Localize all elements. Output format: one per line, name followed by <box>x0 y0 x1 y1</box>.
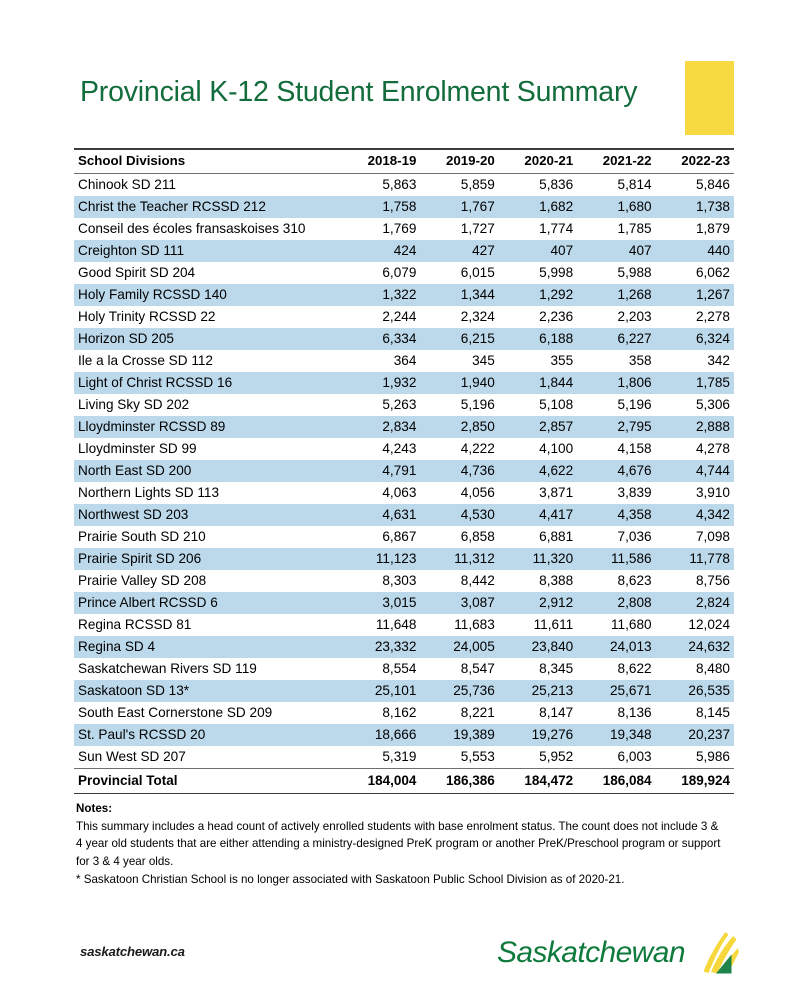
column-header-school-divisions: School Divisions <box>74 149 342 174</box>
cell-division-name: South East Cornerstone SD 209 <box>78 705 273 720</box>
cell-enrolment-value: 2,278 <box>695 309 730 324</box>
cell-enrolment-value: 4,342 <box>656 504 734 526</box>
cell-division-name: Northern Lights SD 113 <box>78 485 220 500</box>
cell-enrolment-value: 11,611 <box>533 617 574 632</box>
cell-enrolment-value: 407 <box>499 240 577 262</box>
cell-division-name: North East SD 200 <box>74 460 342 482</box>
cell-enrolment-value: 25,213 <box>499 680 577 702</box>
cell-enrolment-value: 1,322 <box>342 284 420 306</box>
table-row <box>74 240 734 262</box>
table-row <box>74 438 734 460</box>
cell-enrolment-value: 6,062 <box>695 265 730 280</box>
cell-enrolment-value: 8,480 <box>695 661 730 676</box>
cell-enrolment-value: 6,334 <box>342 328 420 350</box>
cell-enrolment-value: 3,910 <box>695 485 730 500</box>
cell-enrolment-value: 5,814 <box>617 177 652 192</box>
cell-division-name: Light of Christ RCSSD 16 <box>74 372 342 394</box>
cell-enrolment-value: 424 <box>342 240 420 262</box>
cell-enrolment-value: 1,344 <box>420 284 498 306</box>
cell-enrolment-value: 11,123 <box>342 548 420 570</box>
table-row <box>74 526 734 548</box>
table-row <box>74 504 734 526</box>
cell-enrolment-value: 6,188 <box>499 328 577 350</box>
cell-enrolment-value: 4,358 <box>577 504 655 526</box>
cell-enrolment-value: 24,013 <box>577 636 655 658</box>
cell-enrolment-value: 1,844 <box>499 372 577 394</box>
table-row <box>74 680 734 702</box>
yellow-accent-block <box>685 61 734 135</box>
notes-heading: Notes: <box>76 802 113 815</box>
cell-division-name: Saskatoon SD 13* <box>74 680 342 702</box>
enrolment-table-container <box>74 148 734 794</box>
cell-division-name: Holy Trinity RCSSD 22 <box>78 309 216 324</box>
document-footer <box>0 920 808 981</box>
cell-enrolment-value: 5,998 <box>539 265 574 280</box>
cell-enrolment-value: 6,881 <box>539 529 574 544</box>
cell-enrolment-value: 2,244 <box>382 309 417 324</box>
cell-enrolment-value: 427 <box>420 240 498 262</box>
notes-paragraph-2: * Saskatoon Christian School is no longer associated with Saskatoon Public School Division as of 2020-21. <box>76 873 625 887</box>
table-row <box>74 592 734 614</box>
cell-enrolment-value: 6,003 <box>617 749 652 764</box>
cell-enrolment-value: 7,036 <box>617 529 652 544</box>
table-row <box>74 614 734 636</box>
cell-division-name: Holy Family RCSSD 140 <box>74 284 342 306</box>
table-row <box>74 724 734 746</box>
cell-enrolment-value: 11,680 <box>611 617 652 632</box>
cell-enrolment-value: 5,306 <box>695 397 730 412</box>
cell-enrolment-value: 8,345 <box>539 661 574 676</box>
cell-division-name: Sun West SD 207 <box>78 749 186 764</box>
cell-enrolment-value: 25,101 <box>342 680 420 702</box>
table-row <box>74 262 734 284</box>
table-row <box>74 702 734 724</box>
notes-section <box>76 800 726 890</box>
cell-enrolment-value: 4,158 <box>617 441 652 456</box>
cell-division-name: Prince Albert RCSSD 6 <box>74 592 342 614</box>
table-row <box>74 460 734 482</box>
cell-enrolment-value: 5,196 <box>460 397 495 412</box>
cell-enrolment-value: 1,292 <box>499 284 577 306</box>
page-title: Provincial K-12 Student Enrolment Summary <box>80 76 638 108</box>
cell-enrolment-value: 23,840 <box>499 636 577 658</box>
table-header-row <box>74 149 734 174</box>
cell-division-name: Chinook SD 211 <box>78 177 176 192</box>
cell-enrolment-value: 4,530 <box>420 504 498 526</box>
cell-enrolment-value: 1,806 <box>577 372 655 394</box>
cell-enrolment-value: 2,324 <box>460 309 495 324</box>
cell-enrolment-value: 8,756 <box>695 573 730 588</box>
cell-division-name: Conseil des écoles fransaskoises 310 <box>78 221 306 236</box>
cell-total-value: 189,924 <box>656 769 734 794</box>
cell-enrolment-value: 2,824 <box>656 592 734 614</box>
column-header-2018-19: 2018-19 <box>342 149 420 174</box>
cell-enrolment-value: 24,005 <box>420 636 498 658</box>
table-row <box>74 284 734 306</box>
cell-division-name: Lloydminster RCSSD 89 <box>74 416 342 438</box>
footer-website-url: saskatchewan.ca <box>80 944 185 959</box>
cell-enrolment-value: 6,858 <box>460 529 495 544</box>
cell-enrolment-value: 8,147 <box>539 705 574 720</box>
saskatchewan-logo <box>497 930 737 978</box>
cell-enrolment-value: 2,808 <box>577 592 655 614</box>
cell-division-name: Creighton SD 111 <box>74 240 342 262</box>
cell-enrolment-value: 4,100 <box>539 441 574 456</box>
cell-enrolment-value: 2,888 <box>656 416 734 438</box>
cell-enrolment-value: 1,940 <box>420 372 498 394</box>
cell-enrolment-value: 2,203 <box>617 309 652 324</box>
cell-enrolment-value: 1,268 <box>577 284 655 306</box>
cell-enrolment-value: 8,136 <box>617 705 652 720</box>
saskatchewan-wordmark: Saskatchewan <box>497 936 685 969</box>
cell-enrolment-value: 4,622 <box>499 460 577 482</box>
cell-enrolment-value: 3,839 <box>617 485 652 500</box>
document-header <box>0 0 808 140</box>
cell-enrolment-value: 8,623 <box>617 573 652 588</box>
cell-enrolment-value: 11,312 <box>420 548 498 570</box>
table-row <box>74 174 734 197</box>
saskatchewan-flame-icon <box>695 931 739 977</box>
cell-enrolment-value: 1,758 <box>342 196 420 218</box>
cell-enrolment-value: 4,736 <box>420 460 498 482</box>
cell-division-name: Ile a la Crosse SD 112 <box>78 353 213 368</box>
cell-enrolment-value: 1,785 <box>617 221 652 236</box>
cell-enrolment-value: 4,631 <box>342 504 420 526</box>
cell-enrolment-value: 5,859 <box>460 177 495 192</box>
cell-enrolment-value: 4,278 <box>695 441 730 456</box>
cell-total-value: 186,386 <box>420 769 498 794</box>
cell-division-name: Horizon SD 205 <box>74 328 342 350</box>
cell-enrolment-value: 6,015 <box>460 265 495 280</box>
cell-enrolment-value: 25,736 <box>420 680 498 702</box>
cell-enrolment-value: 4,417 <box>499 504 577 526</box>
cell-enrolment-value: 5,846 <box>695 177 730 192</box>
cell-enrolment-value: 8,554 <box>382 661 417 676</box>
cell-enrolment-value: 1,932 <box>342 372 420 394</box>
cell-enrolment-value: 407 <box>577 240 655 262</box>
cell-enrolment-value: 5,553 <box>460 749 495 764</box>
table-row <box>74 746 734 769</box>
cell-enrolment-value: 3,871 <box>539 485 574 500</box>
cell-enrolment-value: 1,769 <box>382 221 417 236</box>
cell-division-name: St. Paul's RCSSD 20 <box>74 724 342 746</box>
cell-enrolment-value: 4,744 <box>656 460 734 482</box>
cell-enrolment-value: 8,221 <box>460 705 495 720</box>
cell-division-name: Lloydminster SD 99 <box>78 441 197 456</box>
cell-total-value: 184,004 <box>342 769 420 794</box>
cell-enrolment-value: 1,727 <box>460 221 495 236</box>
table-row <box>74 548 734 570</box>
cell-enrolment-value: 358 <box>628 353 652 368</box>
cell-enrolment-value: 11,320 <box>499 548 577 570</box>
cell-enrolment-value: 1,767 <box>420 196 498 218</box>
cell-enrolment-value: 5,863 <box>382 177 417 192</box>
cell-enrolment-value: 1,785 <box>656 372 734 394</box>
cell-enrolment-value: 4,676 <box>577 460 655 482</box>
cell-enrolment-value: 24,632 <box>656 636 734 658</box>
cell-enrolment-value: 8,303 <box>382 573 417 588</box>
table-row <box>74 350 734 372</box>
cell-enrolment-value: 11,648 <box>375 617 417 632</box>
cell-enrolment-value: 5,319 <box>382 749 417 764</box>
cell-enrolment-value: 5,952 <box>539 749 574 764</box>
cell-enrolment-value: 11,683 <box>454 617 495 632</box>
cell-enrolment-value: 8,145 <box>695 705 730 720</box>
cell-enrolment-value: 8,547 <box>460 661 495 676</box>
cell-enrolment-value: 6,324 <box>656 328 734 350</box>
cell-enrolment-value: 8,388 <box>539 573 574 588</box>
table-row <box>74 636 734 658</box>
cell-enrolment-value: 4,791 <box>342 460 420 482</box>
table-header <box>74 149 734 174</box>
cell-enrolment-value: 1,680 <box>577 196 655 218</box>
cell-total-value: 184,472 <box>499 769 577 794</box>
enrolment-table <box>74 148 734 794</box>
cell-enrolment-value: 4,063 <box>382 485 417 500</box>
cell-division-name: Prairie Spirit SD 206 <box>74 548 342 570</box>
cell-division-name: Northwest SD 203 <box>74 504 342 526</box>
cell-enrolment-value: 12,024 <box>688 617 730 632</box>
cell-enrolment-value: 345 <box>472 353 495 368</box>
cell-enrolment-value: 5,108 <box>539 397 574 412</box>
cell-division-name: Prairie Valley SD 208 <box>78 573 207 588</box>
table-row <box>74 482 734 504</box>
cell-enrolment-value: 2,912 <box>499 592 577 614</box>
cell-enrolment-value: 4,243 <box>382 441 417 456</box>
cell-enrolment-value: 7,098 <box>695 529 730 544</box>
column-header-2020-21: 2020-21 <box>499 149 577 174</box>
table-row <box>74 570 734 592</box>
cell-enrolment-value: 8,162 <box>382 705 417 720</box>
notes-paragraph-1: This summary includes a head count of actively enrolled students with base enrolment status. The count does not include 3 & 4 year old students that are either attending a ministry-designed PreK program or another PreK/Preschool program or support for 3 & 4 year olds. <box>76 819 721 868</box>
cell-enrolment-value: 5,986 <box>695 749 730 764</box>
cell-enrolment-value: 6,215 <box>420 328 498 350</box>
cell-enrolment-value: 2,857 <box>499 416 577 438</box>
cell-division-name: Regina RCSSD 81 <box>78 617 192 632</box>
cell-division-name: Saskatchewan Rivers SD 119 <box>78 661 257 676</box>
table-row <box>74 196 734 218</box>
cell-enrolment-value: 23,332 <box>342 636 420 658</box>
cell-enrolment-value: 8,622 <box>617 661 652 676</box>
cell-enrolment-value: 2,850 <box>420 416 498 438</box>
cell-enrolment-value: 25,671 <box>577 680 655 702</box>
cell-enrolment-value: 8,442 <box>460 573 495 588</box>
cell-enrolment-value: 4,222 <box>460 441 495 456</box>
table-body <box>74 174 734 794</box>
cell-division-name: Good Spirit SD 204 <box>78 265 196 280</box>
cell-enrolment-value: 1,267 <box>656 284 734 306</box>
column-header-2022-23: 2022-23 <box>656 149 734 174</box>
table-row <box>74 372 734 394</box>
cell-enrolment-value: 6,227 <box>577 328 655 350</box>
column-header-2019-20: 2019-20 <box>420 149 498 174</box>
table-row <box>74 328 734 350</box>
cell-enrolment-value: 5,988 <box>617 265 652 280</box>
cell-enrolment-value: 1,879 <box>695 221 730 236</box>
cell-enrolment-value: 5,263 <box>382 397 417 412</box>
table-row <box>74 416 734 438</box>
cell-enrolment-value: 1,738 <box>656 196 734 218</box>
cell-enrolment-value: 11,586 <box>577 548 655 570</box>
cell-enrolment-value: 2,795 <box>577 416 655 438</box>
column-header-2021-22: 2021-22 <box>577 149 655 174</box>
cell-enrolment-value: 3,087 <box>420 592 498 614</box>
cell-enrolment-value: 20,237 <box>656 724 734 746</box>
cell-division-name: Christ the Teacher RCSSD 212 <box>74 196 342 218</box>
cell-enrolment-value: 355 <box>550 353 574 368</box>
cell-enrolment-value: 5,196 <box>617 397 652 412</box>
cell-enrolment-value: 19,389 <box>420 724 498 746</box>
table-row <box>74 218 734 240</box>
cell-enrolment-value: 26,535 <box>656 680 734 702</box>
cell-enrolment-value: 11,778 <box>656 548 734 570</box>
cell-enrolment-value: 364 <box>393 353 417 368</box>
cell-division-name: Prairie South SD 210 <box>78 529 206 544</box>
cell-enrolment-value: 5,836 <box>539 177 574 192</box>
cell-enrolment-value: 1,774 <box>539 221 574 236</box>
cell-enrolment-value: 3,015 <box>342 592 420 614</box>
cell-division-name: Regina SD 4 <box>74 636 342 658</box>
cell-enrolment-value: 6,867 <box>382 529 417 544</box>
cell-enrolment-value: 6,079 <box>382 265 417 280</box>
cell-total-label: Provincial Total <box>74 769 342 794</box>
table-row <box>74 306 734 328</box>
table-row <box>74 658 734 680</box>
cell-division-name: Living Sky SD 202 <box>78 397 190 412</box>
cell-enrolment-value: 1,682 <box>499 196 577 218</box>
table-row <box>74 394 734 416</box>
cell-enrolment-value: 18,666 <box>342 724 420 746</box>
table-total-row <box>74 769 734 794</box>
cell-enrolment-value: 2,834 <box>342 416 420 438</box>
cell-enrolment-value: 4,056 <box>460 485 495 500</box>
cell-enrolment-value: 342 <box>707 353 730 368</box>
cell-enrolment-value: 2,236 <box>539 309 574 324</box>
cell-enrolment-value: 19,348 <box>577 724 655 746</box>
cell-total-value: 186,084 <box>577 769 655 794</box>
cell-enrolment-value: 440 <box>656 240 734 262</box>
cell-enrolment-value: 19,276 <box>499 724 577 746</box>
